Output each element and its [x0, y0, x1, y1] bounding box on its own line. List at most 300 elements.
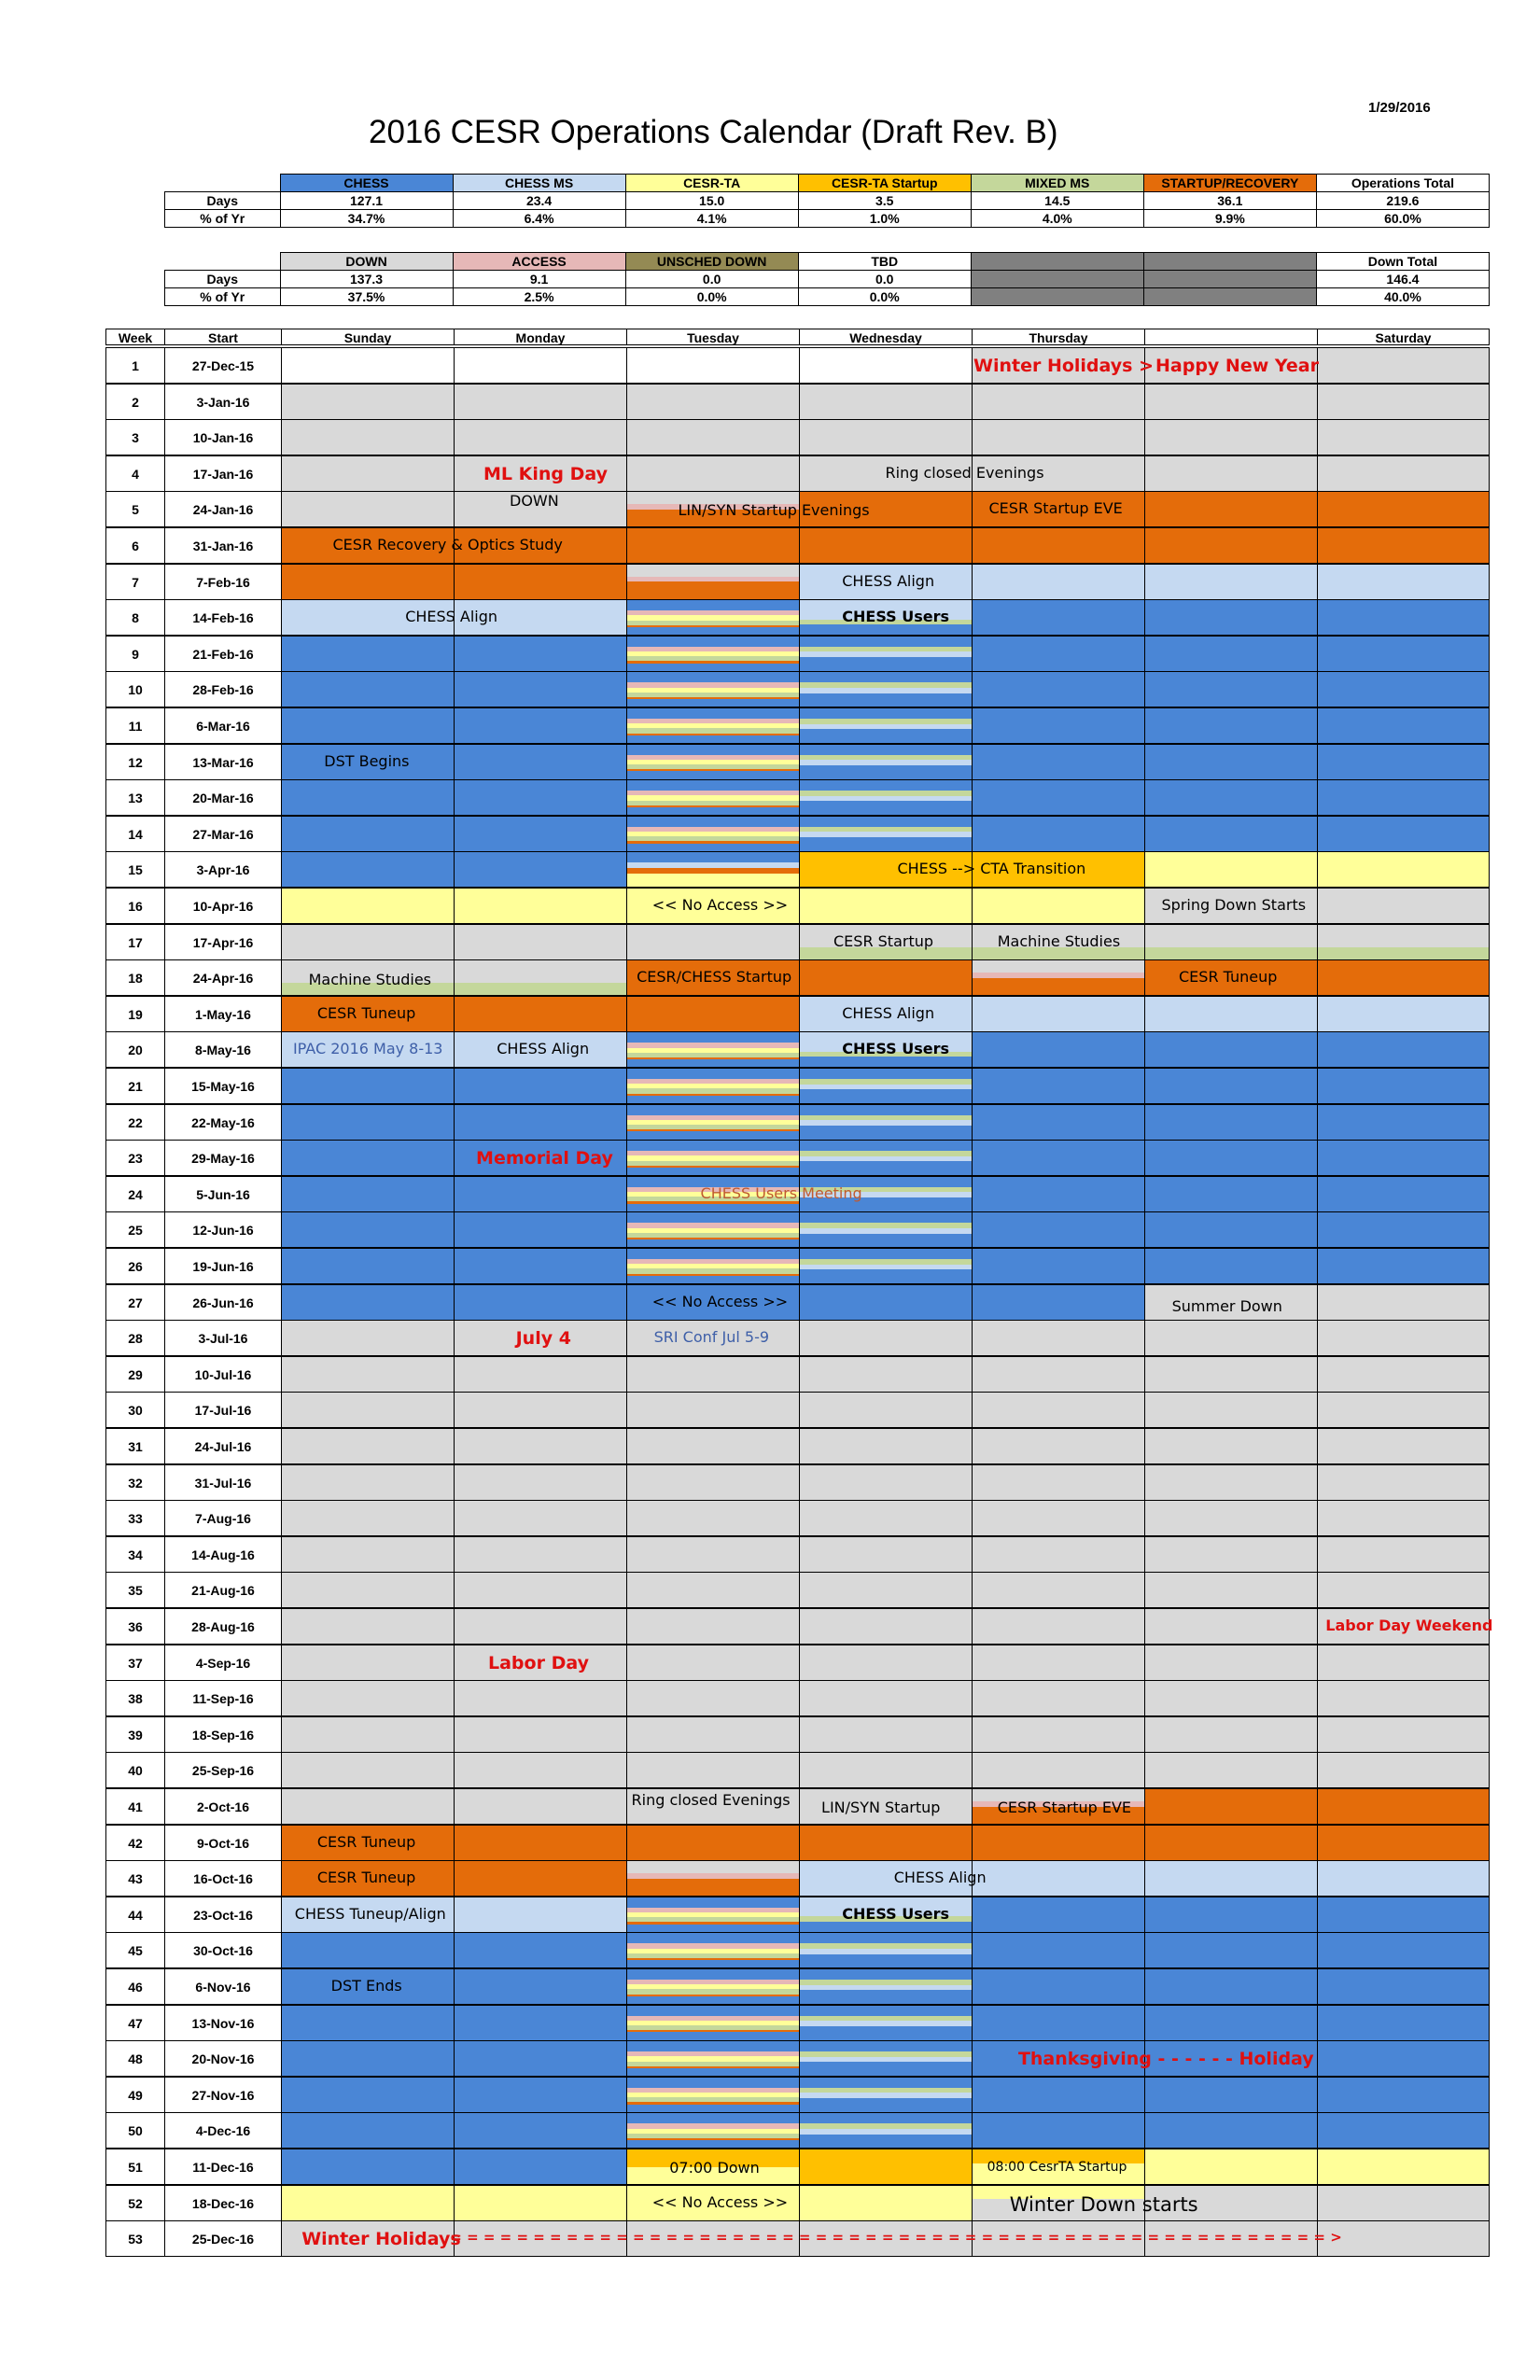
calendar-annotation: Labor Day Weekend [1325, 1617, 1493, 1634]
week-number: 44 [105, 1897, 165, 1933]
day-cell [1144, 1320, 1318, 1356]
week-start-date: 4-Sep-16 [164, 1645, 282, 1681]
schedule-band [627, 1717, 799, 1753]
schedule-band [1318, 348, 1489, 384]
schedule-band [973, 2078, 1144, 2113]
day-cell [1317, 1464, 1490, 1501]
day-cell [1317, 527, 1490, 564]
day-cell [972, 1716, 1145, 1753]
schedule-band [627, 1933, 799, 1944]
schedule-band [1145, 2078, 1317, 2113]
schedule-band [455, 1501, 626, 1536]
week-number: 33 [105, 1500, 165, 1536]
schedule-band [455, 1069, 626, 1104]
week-start-date: 27-Dec-15 [164, 347, 282, 384]
day-cell [972, 1932, 1145, 1968]
day-cell [626, 1031, 800, 1068]
schedule-band [455, 1537, 626, 1573]
table-row [105, 384, 1489, 420]
schedule-band [282, 1537, 454, 1573]
day-cell [1317, 564, 1490, 600]
schedule-band [1145, 1537, 1317, 1573]
day-cell [972, 1140, 1145, 1176]
schedule-band [627, 348, 799, 384]
week-number: 37 [105, 1645, 165, 1681]
day-cell [1144, 491, 1318, 527]
day-cell [626, 1752, 800, 1788]
schedule-band [627, 925, 799, 960]
schedule-band [627, 1609, 799, 1645]
table-row [105, 744, 1489, 780]
schedule-band [627, 2105, 799, 2113]
week-number: 28 [105, 1320, 165, 1356]
day-cell [972, 707, 1145, 744]
day-cell [799, 2112, 973, 2149]
calendar-annotation: LIN/SYN Startup Evenings [678, 501, 870, 520]
day-cell [799, 1752, 973, 1788]
day-cell [281, 2005, 455, 2041]
day-cell [281, 2185, 455, 2221]
schedule-band [800, 1057, 972, 1068]
schedule-band [800, 2186, 972, 2221]
day-cell [626, 1716, 800, 1753]
week-start-date: 24-Apr-16 [164, 959, 282, 996]
day-cell [281, 1716, 455, 1753]
week-number: 48 [105, 2040, 165, 2077]
week-number: 40 [105, 1752, 165, 1788]
schedule-band [1145, 1105, 1317, 1141]
day-cell [799, 707, 973, 744]
schedule-band [455, 852, 626, 888]
day-cell [454, 1068, 627, 1104]
schedule-band [800, 637, 972, 648]
table-row [105, 2185, 1489, 2221]
schedule-band [1145, 947, 1317, 959]
day-cell [1317, 1392, 1490, 1428]
day-cell [281, 1500, 455, 1536]
schedule-band [800, 1393, 972, 1428]
schedule-band [1318, 1717, 1489, 1753]
day-cell [626, 1968, 800, 2005]
schedule-band [627, 844, 799, 852]
day-cell [972, 1825, 1145, 1861]
day-cell [1317, 779, 1490, 816]
week-number: 16 [105, 888, 165, 924]
schedule-band [800, 1645, 972, 1681]
day-cell [1144, 1428, 1318, 1464]
schedule-band [1318, 2041, 1489, 2077]
day-cell [972, 1500, 1145, 1536]
day-cell [799, 1500, 973, 1536]
week-start-date: 1-May-16 [164, 996, 282, 1032]
week-number: 4 [105, 455, 165, 492]
schedule-band [800, 1429, 972, 1464]
day-cell [1144, 851, 1318, 888]
day-cell [1317, 1320, 1490, 1356]
schedule-band [455, 1753, 626, 1788]
schedule-band [627, 637, 799, 648]
day-cell [626, 1645, 800, 1681]
day-cell [799, 671, 973, 707]
week-number: 18 [105, 959, 165, 996]
schedule-band [627, 1168, 799, 1176]
day-cell [626, 2005, 800, 2041]
calendar-header-4: Tuesday [626, 329, 800, 345]
day-cell [1317, 1897, 1490, 1933]
table-row [105, 1608, 1489, 1645]
day-cell [1144, 2005, 1318, 2041]
schedule-band [627, 1969, 799, 1981]
day-cell [626, 851, 800, 888]
schedule-band [1318, 2149, 1489, 2185]
schedule-band [1318, 1212, 1489, 1248]
week-start-date: 15-May-16 [164, 1068, 282, 1104]
schedule-band [1145, 1753, 1317, 1788]
week-start-date: 11-Sep-16 [164, 1680, 282, 1716]
calendar-annotation: Machine Studies [997, 931, 1121, 950]
calendar-annotation: CESR Tuneup [316, 1869, 416, 1887]
schedule-band [1318, 1177, 1489, 1212]
table-row [105, 1860, 1489, 1897]
day-cell [799, 1356, 973, 1393]
schedule-band [1145, 528, 1317, 564]
calendar-annotation: CESR Recovery & Optics Study [332, 536, 563, 553]
week-number: 34 [105, 1536, 165, 1573]
day-cell [626, 1897, 800, 1933]
down-header-row [165, 253, 1490, 271]
schedule-band [282, 1681, 454, 1716]
schedule-band [282, 1393, 454, 1428]
day-cell [454, 2077, 627, 2113]
day-cell [1317, 599, 1490, 636]
schedule-band [800, 2098, 972, 2112]
day-cell [972, 1968, 1145, 2005]
schedule-band [1318, 1789, 1489, 1825]
schedule-band [627, 1357, 799, 1393]
day-cell [454, 744, 627, 780]
day-cell [454, 1428, 627, 1464]
day-cell [799, 1968, 973, 2005]
table-row [105, 636, 1489, 672]
schedule-band [973, 708, 1144, 744]
calendar-annotation: CHESS Users [842, 1040, 949, 1058]
day-cell [281, 1932, 455, 1968]
day-cell [799, 1572, 973, 1608]
schedule-band [627, 771, 799, 779]
day-cell [454, 2005, 627, 2041]
schedule-band [455, 672, 626, 707]
day-cell [799, 1284, 973, 1321]
day-cell [626, 384, 800, 420]
calendar-annotation: CESR Startup [833, 931, 934, 950]
schedule-band [973, 637, 1144, 672]
schedule-band [627, 1069, 799, 1080]
week-number: 29 [105, 1356, 165, 1393]
day-cell [799, 2077, 973, 2113]
table-row [105, 1968, 1489, 2005]
week-start-date: 4-Dec-16 [164, 2112, 282, 2149]
day-cell [1144, 744, 1318, 780]
calendar-annotation: CESR Startup EVE [997, 1799, 1132, 1816]
week-start-date: 17-Jul-16 [164, 1392, 282, 1428]
schedule-band [282, 2006, 454, 2041]
schedule-band [973, 420, 1144, 455]
schedule-band [973, 1249, 1144, 1284]
table-row [105, 2149, 1489, 2185]
schedule-band [455, 1573, 626, 1608]
schedule-band [973, 1753, 1144, 1788]
schedule-band [973, 385, 1144, 420]
schedule-band [455, 2186, 626, 2221]
schedule-band [627, 420, 799, 455]
calendar-annotation: << No Access >> [651, 896, 789, 914]
schedule-band [1318, 997, 1489, 1032]
day-cell [1317, 2185, 1490, 2221]
day-cell [281, 816, 455, 852]
day-cell [1144, 599, 1318, 636]
day-cell [1317, 419, 1490, 455]
schedule-band [627, 1826, 799, 1861]
day-cell [281, 1140, 455, 1176]
schedule-band [800, 1089, 972, 1103]
schedule-band [1145, 420, 1317, 455]
schedule-band [455, 745, 626, 780]
week-number: 46 [105, 1968, 165, 2005]
schedule-band [455, 1357, 626, 1393]
schedule-band [455, 385, 626, 420]
calendar-header-6: Thursday [972, 329, 1145, 345]
day-cell [799, 779, 973, 816]
day-cell [1144, 707, 1318, 744]
day-cell [1317, 1680, 1490, 1716]
calendar-annotation: IPAC 2016 May 8-13 [292, 1040, 443, 1058]
schedule-band [973, 1537, 1144, 1573]
schedule-band [973, 1321, 1144, 1356]
day-cell [626, 779, 800, 816]
table-row [105, 851, 1489, 888]
schedule-band [1145, 2113, 1317, 2149]
week-number: 24 [105, 1176, 165, 1212]
day-cell [626, 1608, 800, 1645]
schedule-band [1318, 565, 1489, 600]
day-cell [1144, 1176, 1318, 1212]
calendar-annotation: CHESS Users Meeting [700, 1183, 862, 1202]
week-number: 12 [105, 744, 165, 780]
schedule-band [800, 624, 972, 636]
day-cell [799, 1428, 973, 1464]
day-cell [1144, 1897, 1318, 1933]
day-cell [972, 1536, 1145, 1573]
day-cell [626, 1211, 800, 1248]
schedule-band [627, 1204, 799, 1212]
day-cell [799, 1392, 973, 1428]
schedule-band [973, 780, 1144, 816]
day-cell [972, 996, 1145, 1032]
schedule-band [973, 1826, 1144, 1861]
day-cell [1144, 564, 1318, 600]
schedule-band [1145, 1465, 1317, 1501]
week-start-date: 20-Nov-16 [164, 2040, 282, 2077]
week-number: 17 [105, 924, 165, 960]
week-number: 11 [105, 707, 165, 744]
day-cell [799, 1536, 973, 1573]
table-row [105, 2077, 1489, 2113]
calendar-annotation: Happy New Year [1155, 356, 1319, 376]
day-cell [1317, 924, 1490, 960]
schedule-band [800, 729, 972, 743]
day-cell [626, 1932, 800, 1968]
schedule-band [1318, 2078, 1489, 2113]
schedule-band [973, 889, 1144, 924]
day-cell [1317, 851, 1490, 888]
week-number: 9 [105, 636, 165, 672]
week-number: 1 [105, 347, 165, 384]
schedule-band [627, 627, 799, 636]
day-cell [454, 1716, 627, 1753]
calendar-annotation: CHESS Align [842, 1003, 935, 1022]
day-cell [626, 419, 800, 455]
schedule-band [282, 456, 454, 492]
schedule-band [627, 997, 799, 1032]
day-cell [972, 1572, 1145, 1608]
day-cell [799, 1608, 973, 1645]
schedule-band [1145, 1141, 1317, 1176]
day-cell [281, 1645, 455, 1681]
calendar-annotation: CHESS Align [405, 608, 498, 626]
calendar-header-2: Sunday [281, 329, 455, 345]
day-cell [972, 1392, 1145, 1428]
day-cell [454, 1752, 627, 1788]
week-number: 15 [105, 851, 165, 888]
schedule-band [455, 420, 626, 455]
day-cell [799, 2185, 973, 2221]
week-start-date: 20-Mar-16 [164, 779, 282, 816]
schedule-band [1145, 1573, 1317, 1608]
day-cell [1144, 1068, 1318, 1104]
schedule-band [455, 1429, 626, 1464]
schedule-band [800, 1285, 972, 1321]
day-cell [1144, 1500, 1318, 1536]
schedule-band [627, 1465, 799, 1501]
day-cell [626, 1572, 800, 1608]
schedule-band [973, 1897, 1144, 1933]
day-cell [626, 599, 800, 636]
week-start-date: 29-May-16 [164, 1140, 282, 1176]
day-cell [1144, 2149, 1318, 2185]
header-tbd: TBD [798, 253, 971, 271]
day-cell [799, 1068, 973, 1104]
week-number: 49 [105, 2077, 165, 2113]
day-cell [1144, 816, 1318, 852]
schedule-band [455, 997, 626, 1032]
week-number: 27 [105, 1284, 165, 1321]
table-row [105, 1464, 1489, 1501]
schedule-band [627, 1897, 799, 1909]
header-chess-ms: CHESS MS [453, 175, 625, 192]
calendar-header-8: Saturday [1317, 329, 1490, 345]
calendar-annotation: CHESS Align [893, 1869, 987, 1887]
calendar-header-1: Start [164, 329, 282, 345]
day-cell [1144, 2077, 1318, 2113]
calendar-annotation: CESR/CHESS Startup [637, 968, 792, 987]
day-cell [972, 1284, 1145, 1321]
day-cell [799, 527, 973, 564]
calendar-annotation: = = = = = = = = = = = = = = = = = = = = = = = = = = = = = = = = = = = = = = = = = = = = = = = = = = = = = > [450, 2229, 1342, 2247]
week-start-date: 30-Oct-16 [164, 1932, 282, 1968]
day-cell [972, 1464, 1145, 1501]
schedule-band [973, 1933, 1144, 1968]
schedule-band [1145, 2006, 1317, 2041]
calendar-annotation: CESR Tuneup [316, 1003, 416, 1022]
header-cesr-ta: CESR-TA [625, 175, 798, 192]
week-number: 3 [105, 419, 165, 455]
day-cell [972, 599, 1145, 636]
day-cell [1144, 1392, 1318, 1428]
day-cell [626, 1500, 800, 1536]
schedule-band [627, 385, 799, 420]
day-cell [799, 816, 973, 852]
schedule-band [455, 1826, 626, 1861]
day-cell [1317, 744, 1490, 780]
schedule-band [627, 1131, 799, 1140]
schedule-band [282, 1249, 454, 1284]
calendar-annotation: Winter Down starts [1009, 2192, 1198, 2216]
day-cell [972, 1211, 1145, 1248]
day-cell [454, 2040, 627, 2077]
schedule-band [800, 693, 972, 707]
day-cell [1144, 1788, 1318, 1825]
schedule-band [973, 565, 1144, 600]
schedule-band [627, 672, 799, 683]
day-cell [799, 959, 973, 996]
day-cell [1317, 1176, 1490, 1212]
schedule-band [1318, 2186, 1489, 2221]
schedule-band [1145, 1501, 1317, 1536]
schedule-band [1318, 2113, 1489, 2149]
schedule-band [455, 1933, 626, 1968]
day-cell [799, 419, 973, 455]
day-cell [626, 2112, 800, 2149]
schedule-band [282, 2186, 454, 2221]
day-cell [281, 1356, 455, 1393]
schedule-band [1318, 1321, 1489, 1356]
day-cell [281, 924, 455, 960]
week-start-date: 6-Mar-16 [164, 707, 282, 744]
day-cell [454, 779, 627, 816]
week-start-date: 21-Feb-16 [164, 636, 282, 672]
day-cell [281, 1680, 455, 1716]
schedule-band [282, 1609, 454, 1645]
day-cell [454, 1248, 627, 1284]
day-cell [1144, 1716, 1318, 1753]
day-cell [1144, 1608, 1318, 1645]
week-start-date: 25-Sep-16 [164, 1752, 282, 1788]
day-cell [454, 2112, 627, 2149]
schedule-band [1145, 1393, 1317, 1428]
schedule-band [973, 600, 1144, 636]
table-row [105, 1500, 1489, 1536]
day-cell [799, 2040, 973, 2077]
schedule-band [1318, 1861, 1489, 1897]
day-cell [454, 959, 627, 996]
day-cell [799, 1464, 973, 1501]
table-row [105, 1104, 1489, 1141]
week-number: 25 [105, 1211, 165, 1248]
calendar-annotation: DST Begins [324, 751, 410, 770]
week-number: 30 [105, 1392, 165, 1428]
schedule-band [282, 420, 454, 455]
day-cell [1317, 1860, 1490, 1897]
